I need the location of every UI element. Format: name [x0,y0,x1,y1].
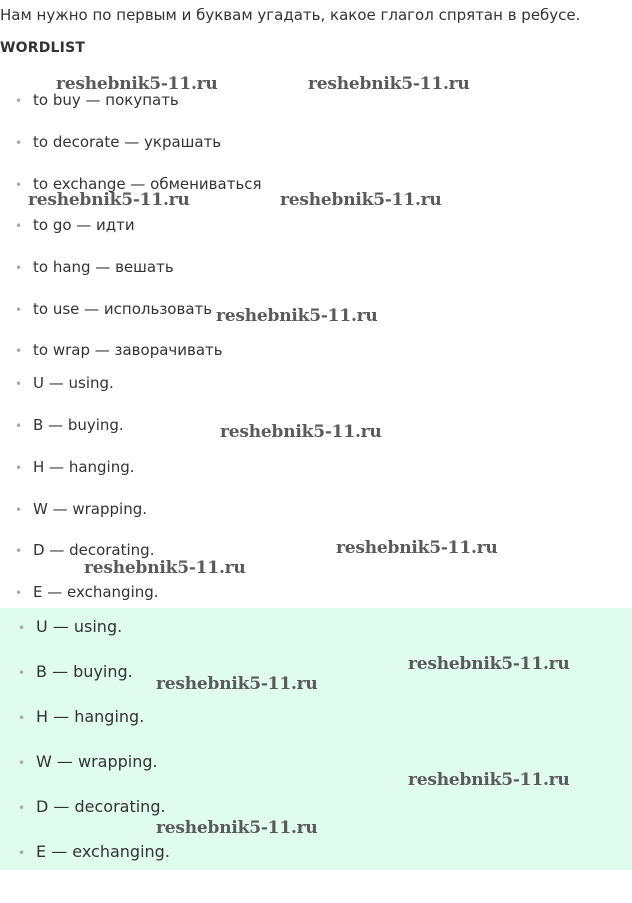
list-item-text: to hang — вешать [33,258,174,276]
list-item-text: H — hanging. [36,707,145,726]
list-item-text: B — buying. [36,662,133,681]
list-item [15,582,159,603]
bullet-icon: • [15,93,23,108]
list-item-text: H — hanging. [33,458,135,476]
list-item [18,662,133,683]
list-item [15,299,212,320]
list-item [15,373,114,394]
list-item-text: E — exchanging. [33,583,159,601]
watermark: reshebnik5-11.ru [156,674,318,694]
bullet-icon: • [15,418,23,433]
bullet-icon: • [18,845,26,860]
list-item-text: U — using. [33,374,114,392]
list-item [18,707,144,728]
bullet-icon: • [15,502,23,517]
list-item-text: D — decorating. [33,541,155,559]
bullet-icon: • [18,800,26,815]
list-item-text: to wrap — заворачивать [33,341,223,359]
watermark: reshebnik5-11.ru [336,538,498,558]
bullet-icon: • [15,376,23,391]
bullet-icon: • [15,135,23,150]
list-item [18,842,170,863]
wordlist-heading: WORDLIST [0,40,86,56]
list-item [15,257,174,278]
bullet-icon: • [15,302,23,317]
watermark: reshebnik5-11.ru [308,74,470,94]
list-item [15,215,135,236]
watermark: reshebnik5-11.ru [216,306,378,326]
list-item-text: W — wrapping. [36,752,158,771]
bullet-icon: • [15,343,23,358]
list-item [18,797,166,818]
watermark: reshebnik5-11.ru [220,422,382,442]
bullet-icon: • [15,260,23,275]
watermark: reshebnik5-11.ru [156,818,318,838]
bullet-icon: • [15,543,23,558]
list-item-text: B — buying. [33,416,124,434]
list-item-text: to exchange — обмениваться [33,175,262,193]
list-item-text: U — using. [36,617,123,636]
list-item [18,617,122,638]
watermark: reshebnik5-11.ru [408,770,570,790]
list-item-text: to decorate — украшать [33,133,222,151]
watermark: reshebnik5-11.ru [280,190,442,210]
bullet-icon: • [18,620,26,635]
list-item [18,752,158,773]
watermark: reshebnik5-11.ru [84,558,246,578]
bullet-icon: • [18,755,26,770]
bullet-icon: • [15,460,23,475]
intro-text: Нам нужно по первым и буквам угадать, какое глагол спрятан в ребусе. [0,6,581,24]
bullet-icon: • [15,177,23,192]
list-item-text: to use — использовать [33,300,213,318]
watermark: reshebnik5-11.ru [56,74,218,94]
list-item-text: D — decorating. [36,797,166,816]
list-item [15,415,124,436]
list-item [15,132,221,153]
bullet-icon: • [18,710,26,725]
bullet-icon: • [15,218,23,233]
list-item [15,499,147,520]
watermark: reshebnik5-11.ru [28,190,190,210]
bullet-icon: • [15,585,23,600]
list-item [15,457,135,478]
list-item [15,340,223,361]
list-item-text: to buy — покупать [33,91,179,109]
watermark: reshebnik5-11.ru [408,654,570,674]
list-item-text: to go — идти [33,216,135,234]
bullet-icon: • [18,665,26,680]
list-item-text: E — exchanging. [36,842,170,861]
list-item-text: W — wrapping. [33,500,148,518]
